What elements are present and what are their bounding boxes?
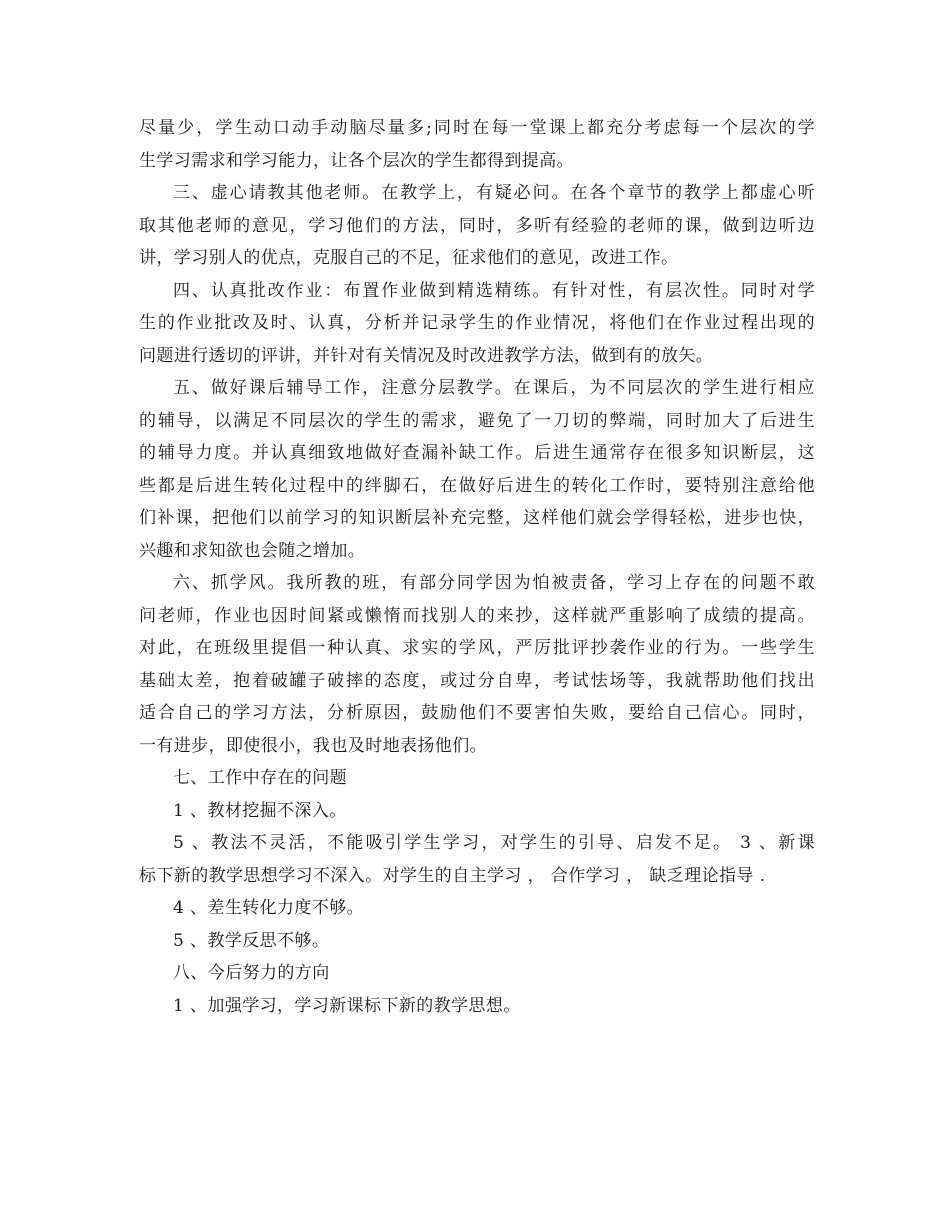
text-line: 取其他老师的意见，学习他们的方法，同时，多听有经验的老师的课，做到边听边: [139, 215, 815, 236]
text-line: 标下新的教学思想学习不深入。对学生的自主学习 ， 合作学习 ， 缺乏理论指导 .: [139, 865, 766, 886]
text-line: 些都是后进生转化过程中的绊脚石，在做好后进生的转化工作时，要特别注意给他: [139, 475, 815, 496]
list-item: 1 、加强学习，学习新课标下新的教学思想。: [173, 995, 521, 1016]
text-line: 生学习需求和学习能力，让各个层次的学生都得到提高。: [139, 150, 574, 171]
text-line: 兴趣和求知欲也会随之增加。: [139, 540, 366, 561]
list-item: 5 、教学反思不够。: [173, 930, 330, 951]
paragraph-start-line: 四、认真批改作业：布置作业做到精选精练。有针对性，有层次性。同时对学: [173, 280, 815, 301]
text-line: 尽量少，学生动口动手动脑尽量多;同时在每一堂课上都充分考虑每一个层次的学: [139, 118, 815, 138]
text-line: 对此，在班级里提倡一种认真、求实的学风，严厉批评抄袭作业的行为。一些学生: [139, 638, 815, 658]
text-line: 的辅导，以满足不同层次的学生的需求，避免了一刀切的弊端，同时加大了后进生: [139, 410, 815, 431]
text-line: 们补课，把他们以前学习的知识断层补充完整，这样他们就会学得轻松，进步也快，: [139, 508, 815, 528]
paragraph-start-line: 三、虚心请教其他老师。在教学上，有疑必问。在各个章节的教学上都虚心听: [173, 183, 815, 203]
paragraph-start-line: 五、做好课后辅导工作，注意分层教学。在课后，为不同层次的学生进行相应: [173, 378, 815, 398]
document-body: [139, 112, 815, 1022]
section-heading: 七、工作中存在的问题: [173, 768, 347, 788]
text-line: 基础太差，抱着破罐子破摔的态度，或过分自卑，考试怯场等，我就帮助他们找出: [139, 670, 815, 691]
text-line: 适合自己的学习方法，分析原因，鼓励他们不要害怕失败，要给自己信心。同时，: [139, 703, 815, 723]
list-item: 5 、教法不灵活，不能吸引学生学习，对学生的引导、启发不足。 3 、新课: [173, 833, 815, 853]
text-line: 问老师，作业也因时间紧或懒惰而找别人的来抄，这样就严重影响了成绩的提高。: [139, 605, 815, 626]
text-line: 生的作业批改及时、认真，分析并记录学生的作业情况，将他们在作业过程出现的: [139, 313, 815, 333]
text-line: 讲，学习别人的优点，克服自己的不足，征求他们的意见，改进工作。: [139, 248, 679, 268]
list-item: 4 、差生转化力度不够。: [173, 898, 365, 918]
text-line: 问题进行透切的评讲，并针对有关情况及时改进教学方法，做到有的放矢。: [139, 345, 714, 366]
paragraph-start-line: 六、抓学风。我所教的班，有部分同学因为怕被责备，学习上存在的问题不敢: [173, 573, 815, 593]
list-item: 1 、教材挖掘不深入。: [173, 800, 347, 821]
text-line: 的辅导力度。并认真细致地做好查漏补缺工作。后进生通常存在很多知识断层，这: [139, 443, 815, 463]
section-heading: 八、今后努力的方向: [173, 963, 330, 983]
text-line: 一有进步，即使很小，我也及时地表扬他们。: [139, 735, 487, 756]
